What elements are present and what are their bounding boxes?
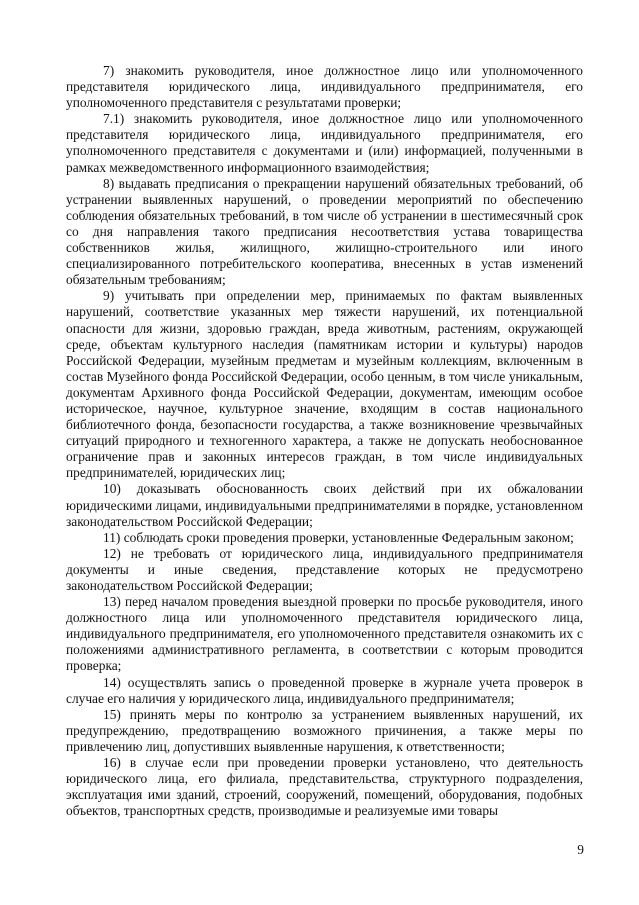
paragraph-12: 12) не требовать от юридического лица, индивидуального предпринимателя документы и иные сведения, представление которых не предусмотрено законодательством Российской Федерации; — [66, 545, 583, 593]
paragraph-16: 16) в случае если при проведении проверки установлено, что деятельность юридического лица, его филиала, представительства, структурного подразделения, эксплуатация ими зданий, строений, сооружений, помещений, оборудования, подобных объектов, транспортных средств, производимые и реализуемые ими товары — [66, 755, 583, 819]
paragraph-14: 14) осуществлять запись о проведенной проверке в журнале учета проверок в случае его наличия у юридического лица, индивидуального предпринимателя; — [66, 674, 583, 706]
paragraph-8: 8) выдавать предписания о прекращении нарушений обязательных требований, об устранении выявленных нарушений, о проведении мероприятий по обеспечению соблюдения обязательных требований, в том числе об устранении в шестимесячный срок со дня направления такого предписания несоответствия устава товарищества собственников жилья, жилищного, жилищно-строительного или иного специализированного потребительского кооператива, внесенных в устав изменений обязательным требованиям; — [66, 175, 583, 288]
page-number: 9 — [577, 842, 584, 857]
paragraph-13: 13) перед началом проведения выездной проверки по просьбе руководителя, иного должностного лица или уполномоченного представителя юридического лица, индивидуального предпринимателя, его уполномоченного представителя ознакомить их с положениями административного регламента, в соответствии с которым проводится проверка; — [66, 594, 583, 674]
paragraph-15: 15) принять меры по контролю за устранением выявленных нарушений, их предупреждению, предотвращению возможного причинения, а также меры по привлечению лиц, допустивших выявленные нарушения, к ответственности; — [66, 706, 583, 754]
paragraph-7-1: 7.1) знакомить руководителя, иное должностное лицо или уполномоченного представителя юридического лица, индивидуального предпринимателя, его уполномоченного представителя с документами и (или) информацией, полученными в рамках межведомственного информационного взаимодействия; — [66, 111, 583, 175]
paragraph-10: 10) доказывать обоснованность своих действий при их обжаловании юридическими лицами, индивидуальными предпринимателями в порядке, установленном законодательством Российской Федерации; — [66, 481, 583, 529]
paragraph-9: 9) учитывать при определении мер, принимаемых по фактам выявленных нарушений, соответствие указанных мер тяжести нарушений, их потенциальной опасности для жизни, здоровью граждан, вреда животным, растениям, окружающей среде, объектам культурного наследия (памятникам истории и культуры) народов Российской Федерации, музейным предметам и музейным коллекциям, включенным в состав Музейного фонда Российской Федерации, особо ценным, в том числе уникальным, документам Архивного фонда Российской Федерации, документам, имеющим особое историческое, научное, культурное значение, входящим в состав национального библиотечного фонда, безопасности государства, а также возникновение чрезвычайных ситуаций природного и техногенного характера, а также не допускать необоснованное ограничение прав и законных интересов граждан, в том числе индивидуальных предпринимателей, юридических лиц; — [66, 288, 583, 481]
paragraph-7: 7) знакомить руководителя, иное должностное лицо или уполномоченного представителя юридического лица, индивидуального предпринимателя, его уполномоченного представителя с результатами проверки; — [66, 63, 583, 111]
document-body — [66, 63, 583, 819]
paragraph-11: 11) соблюдать сроки проведения проверки, установленные Федеральным законом; — [103, 529, 574, 545]
